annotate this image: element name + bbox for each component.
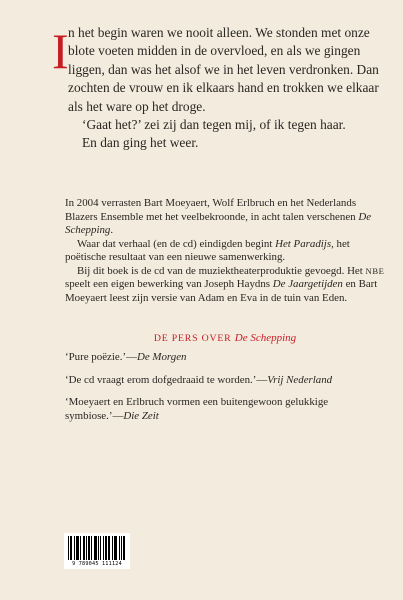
barcode-bar — [78, 536, 79, 560]
quote-source: De Morgen — [136, 351, 187, 363]
press-quote-1 — [65, 351, 385, 365]
blurb-paragraph-2 — [65, 238, 385, 265]
story-paragraph-3: En dan ging het weer. — [82, 135, 199, 151]
barcode-bar — [83, 536, 84, 560]
blurb-p2-start: Waar dat verhaal (en de cd) eindigden begint — [77, 237, 276, 250]
barcode-bar — [116, 536, 117, 560]
barcode-bar — [119, 536, 120, 560]
story-excerpt — [52, 23, 388, 153]
barcode-bar — [88, 536, 89, 560]
barcode-bar — [123, 536, 124, 560]
barcode-bar — [114, 536, 115, 560]
barcode-bar — [121, 536, 122, 560]
press-heading-title: De Schepping — [234, 332, 297, 344]
blurb-p2-title: Het Paradijs — [275, 237, 332, 250]
barcode-bar — [84, 536, 85, 560]
barcode-bar — [80, 536, 81, 560]
barcode-bar — [94, 536, 95, 560]
quote-text: ‘De cd vraagt erom dofgedraaid te worden.’ — [65, 373, 257, 386]
barcode-bar — [95, 536, 96, 560]
barcode-bar — [76, 536, 77, 560]
press-heading-prefix: DE PERS OVER — [153, 333, 232, 344]
blurb-p3-a: Bij dit boek is de cd van de muziektheaterproduktie gevoegd. Het — [77, 264, 366, 277]
barcode-bar — [103, 536, 104, 560]
blurb-text — [65, 197, 385, 305]
press-heading — [65, 332, 385, 344]
barcode-bar — [124, 536, 125, 560]
barcode-bar — [109, 536, 110, 560]
quote-dash: — — [126, 351, 137, 363]
barcode-bar — [105, 536, 106, 560]
blurb-p3-title: De Jaargetijden — [272, 278, 343, 290]
quote-text: ‘Pure poëzie.’ — [65, 351, 127, 363]
barcode-bar — [71, 536, 72, 560]
blurb-p3-b: speelt een eigen bewerking van Joseph Haydns — [65, 278, 273, 290]
barcode-bar — [98, 536, 99, 560]
quote-dash: — — [112, 409, 124, 422]
quote-source: Vrij Nederland — [267, 373, 333, 386]
blurb-paragraph-3 — [65, 265, 385, 306]
press-quote-3 — [65, 396, 385, 423]
barcode-bar — [77, 536, 78, 560]
blurb-p2-end: , het poëtische resultaat van een nieuwe samenwerking. — [65, 237, 350, 263]
barcode-bar — [89, 536, 90, 560]
barcode-bar — [86, 536, 87, 560]
barcode-bar — [70, 536, 71, 560]
barcode-bars — [68, 536, 126, 560]
press-quote-2 — [65, 374, 385, 388]
barcode-bar — [112, 536, 113, 560]
press-quotes — [65, 351, 385, 432]
isbn-barcode — [64, 533, 130, 569]
barcode-bar — [68, 536, 69, 560]
blurb-p3-abbr: NBE — [365, 265, 385, 276]
barcode-bar — [106, 536, 107, 560]
quote-source: Die Zeit — [123, 409, 159, 422]
story-paragraph-1-text: n het begin waren we nooit alleen. We stonden met onze blote voeten midden in de overvloed, en als we gingen liggen, dan was het alsof we in het leven verdronken. Dan zochten de vrouw en ik elkaars hand en trokken we elkaar als het ware op het droge. — [68, 25, 379, 114]
blurb-p3-c: en Bart Moeyaert leest zijn versie van Adam en Eva in de tuin van Eden. — [65, 278, 378, 304]
blurb-p1-start: In 2004 verrasten Bart Moeyaert, Wolf Erlbruch en het Nederlands Blazers Ensemble met het veelbekroonde, in acht talen verschenen — [65, 197, 359, 223]
blurb-p1-title: De Schepping — [65, 210, 372, 236]
barcode-bar — [100, 536, 101, 560]
quote-text: ‘Moeyaert en Erlbruch vormen een buitengewoon gelukkige symbiose.’ — [65, 396, 329, 422]
story-paragraph-2: ‘Gaat het?’ zei zij dan tegen mij, of ik tegen haar. — [82, 117, 346, 133]
drop-cap: I — [52, 23, 69, 79]
barcode-bar — [115, 536, 116, 560]
barcode-bar — [108, 536, 109, 560]
blurb-p1-end: . — [110, 224, 114, 236]
barcode-bar — [91, 536, 92, 560]
quote-dash: — — [256, 373, 268, 386]
barcode-bar — [74, 536, 75, 560]
isbn-number: 9 789045 111124 — [72, 561, 122, 567]
barcode-bar — [96, 536, 97, 560]
blurb-paragraph-1 — [65, 197, 385, 238]
story-paragraph-1 — [52, 23, 388, 116]
